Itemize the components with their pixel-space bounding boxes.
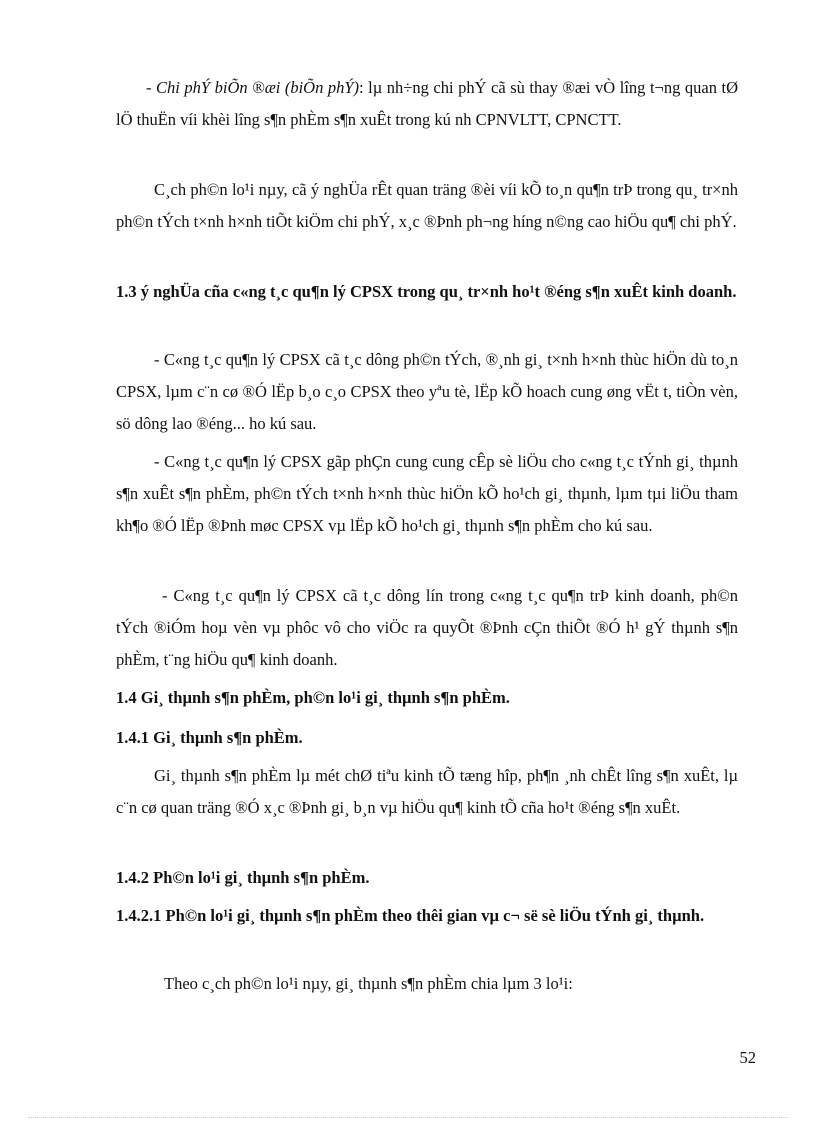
paragraph-variable-cost xyxy=(116,72,738,136)
paragraph-management-effect-3: - C«ng t¸c qu¶n lý CPSX cã t¸c dông lín trong c«ng t¸c qu¶n trÞ kinh doanh, ph©n tÝch ®iÓm hoµ vèn vµ phôc vô cho viÖc ra quyÕt ®Þnh cÇn thiÕt ®Ó h¹ gÝ thµnh s¶n phÈm, t¨ng hiÖu qu¶ kinh doanh. xyxy=(116,586,738,669)
term-variable-cost: Chi phÝ biÕn ®æi (biÕn phÝ) xyxy=(156,78,360,97)
paragraph-three-types: Theo c¸ch ph©n lo¹i nµy, gi¸ thµnh s¶n phÈm chia lµm 3 lo¹i: xyxy=(164,974,573,993)
paragraph-product-cost-definition: Gi¸ thµnh s¶n phÈm lµ mét chØ tiªu kinh tÕ tæng hîp, ph¶n ¸nh chÊt lîng s¶n xuÊt, lµ c¨n cø quan träng ®Ó x¸c ®Þnh gi¸ b¸n vµ hiÖu qu¶ kinh tÕ cña ho¹t ®éng s¶n xuÊt. xyxy=(116,766,738,817)
paragraph-management-effect-1: - C«ng t¸c qu¶n lý CPSX cã t¸c dông ph©n tÝch, ®¸nh gi¸ t×nh h×nh thùc hiÖn dù to¸n CPSX, lµm c¨n cø ®Ó lËp b¸o c¸o CPSX theo yªu tè, lËp kÕ hoach cung øng vËt t, tiÒn vèn, sö dông lao ®éng... ho kú sau. xyxy=(116,350,738,433)
heading-1-3: 1.3 ý nghÜa cña c«ng t¸c qu¶n lý CPSX trong qu¸ tr×nh ho¹t ®éng s¶n xuÊt kinh doanh. xyxy=(116,282,737,301)
paragraph-classification-meaning: C¸ch ph©n lo¹i nµy, cã ý nghÜa rÊt quan träng ®èi víi kÕ to¸n qu¶n trÞ trong qu¸ tr×nh ph©n tÝch t×nh h×nh tiÕt kiÖm chi phÝ, x¸c ®Þnh ph¬ng híng n©ng cao hiÖu qu¶ chi phÝ. xyxy=(116,180,738,231)
heading-1-4-2-1: 1.4.2.1 Ph©n lo¹i gi¸ thµnh s¶n phÈm theo thêi gian vµ c¬ së sè liÖu tÝnh gi¸ thµnh. xyxy=(116,906,705,925)
page-bottom-divider xyxy=(28,1117,788,1118)
paragraph-management-effect-2: - C«ng t¸c qu¶n lý CPSX gãp phÇn cung cung cÊp sè liÖu cho c«ng t¸c tÝnh gi¸ thµnh s¶n xuÊt s¶n phÈm, ph©n tÝch t×nh h×nh thùc hiÖn kÕ ho¹ch gi¸ thµnh, lµm tµi liÖu tham kh¶o ®Ó lËp ®Þnh møc CPSX vµ lËp kÕ ho¹ch gi¸ thµnh s¶n phÈm cho kú sau. xyxy=(116,452,738,535)
paragraph-lead: - xyxy=(146,78,157,97)
heading-1-4-2: 1.4.2 Ph©n lo¹i gi¸ thµnh s¶n phÈm. xyxy=(116,868,370,887)
page-number: 52 xyxy=(739,1048,756,1067)
paragraph-text: : lµ nh÷ng chi phÝ cã sù thay ®æi vÒ lîng t¬ng quan tØ lÖ thuËn víi khèi lîng s¶n phÈm s¶n xuÊt trong kú nh CPNVLTT, CPNCTT. xyxy=(116,78,738,129)
heading-1-4: 1.4 Gi¸ thµnh s¶n phÈm, ph©n lo¹i gi¸ thµnh s¶n phÈm. xyxy=(116,688,510,707)
heading-1-4-1: 1.4.1 Gi¸ thµnh s¶n phÈm. xyxy=(116,728,303,747)
